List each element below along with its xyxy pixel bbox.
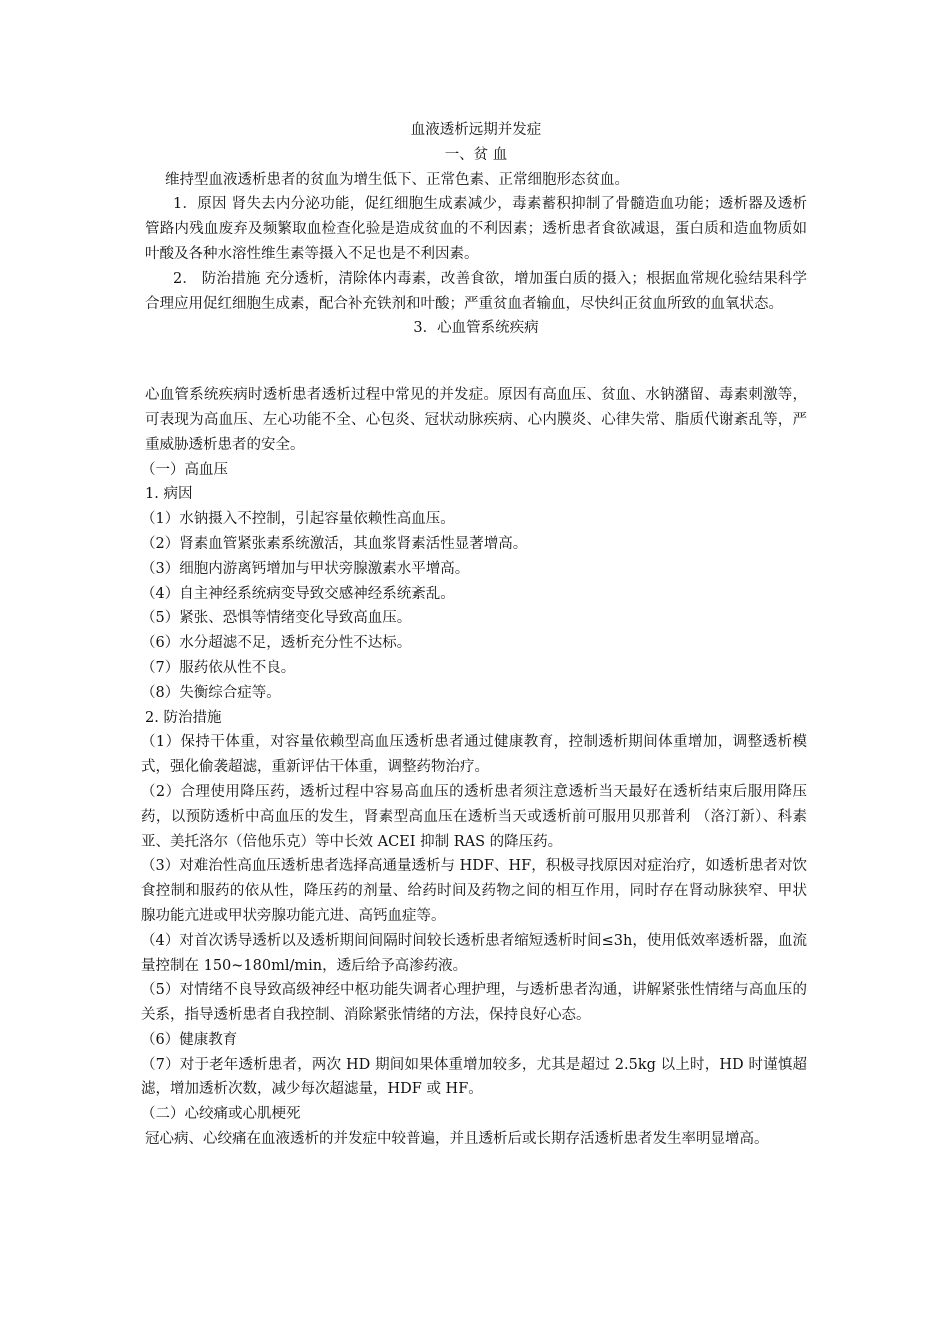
section-heading-cardiovascular: 3．心血管系统疾病	[413, 320, 539, 337]
list-item: （6）健康教育	[141, 1031, 238, 1048]
list-item: （2）肾素血管紧张素系统激活，其血浆肾素活性显著增高。	[141, 535, 528, 552]
spacer	[145, 341, 807, 383]
subheading-measures: 2. 防治措施	[145, 709, 222, 726]
list-item: （7）服药依从性不良。	[141, 659, 296, 676]
list-item: （3）对难治性高血压透析患者选择高通量透析与 HDF、HF，积极寻找原因对症治疗，如透析患者对饮食控制和服药的依从性，降压药的剂量、给药时间及药物之间的相互作用，同时存在肾动脉狭窄、甲状腺功能亢进或甲状旁腺功能亢进、高钙血症等。	[141, 858, 807, 924]
subheading-hypertension: （一）高血压	[141, 461, 228, 478]
document-page	[141, 118, 807, 1152]
paragraph-cardiovascular-intro: 心血管系统疾病时透析患者透析过程中常见的并发症。原因有高血压、贫血、水钠潴留、毒素刺激等，可表现为高血压、左心功能不全、心包炎、冠状动脉疾病、心内膜炎、心律失常、脂质代谢紊乱等，严重威胁透析患者的安全。	[145, 387, 807, 453]
subheading-causes: 1. 病因	[145, 486, 193, 503]
paragraph-angina: 冠心病、心绞痛在血液透析的并发症中较普遍，并且透析后或长期存活透析患者发生率明显增高。	[145, 1131, 769, 1148]
document-title: 血液透析远期并发症	[410, 122, 542, 138]
list-item: （5）对情绪不良导致高级神经中枢功能失调者心理护理，与透析患者沟通，讲解紧张性情绪与高血压的关系，指导透析患者自我控制、消除紧张情绪的方法，保持良好心态。	[141, 982, 807, 1024]
section-heading-anemia: 一、贫 血	[444, 146, 508, 163]
list-item: （1）水钠摄入不控制，引起容量依赖性高血压。	[141, 511, 455, 528]
list-item: （2）合理使用降压药，透析过程中容易高血压的透析患者须注意透析当天最好在透析结束后服用降压药，以预防透析中高血压的发生，肾素型高血压在透析当天或透析前可服用贝那普利 （洛汀新）、科素亚、美托洛尔（倍他乐克）等中长效 ACEI 抑制 RAS 的降压药。	[141, 783, 807, 850]
list-item: （8）失衡综合症等。	[141, 684, 281, 701]
list-item: （4）自主神经系统病变导致交感神经系统紊乱。	[141, 585, 455, 602]
list-item: （6）水分超滤不足，透析充分性不达标。	[141, 635, 412, 652]
list-item: （7）对于老年透析患者，两次 HD 期间如果体重增加较多，尤其是超过 2.5kg 以上时，HD 时谨慎超滤，增加透析次数，减少每次超滤量，HDF 或 HF。	[141, 1056, 807, 1098]
list-item: （1）保持干体重，对容量依赖型高血压透析患者通过健康教育，控制透析期间体重增加，调整透析模式，强化偷袭超滤，重新评估干体重，调整药物治疗。	[141, 734, 807, 776]
paragraph-anemia-intro: 维持型血液透析患者的贫血为增生低下、正常色素、正常细胞形态贫血。	[165, 171, 629, 188]
subheading-angina: （二）心绞痛或心肌梗死	[141, 1106, 301, 1123]
list-item: （4）对首次诱导透析以及透析期间间隔时间较长透析患者缩短透析时间≤3h，使用低效率透析器，血流量控制在 150~180ml/min，透后给予高渗药液。	[141, 932, 807, 974]
list-item: （5）紧张、恐惧等情绪变化导致高血压。	[141, 610, 412, 627]
paragraph-anemia-prevention: 2． 防治措施 充分透析，清除体内毒素，改善食欲，增加蛋白质的摄入；根据血常规化验结果科学合理应用促红细胞生成素，配合补充铁剂和叶酸；严重贫血者输血，尽快纠正贫血所致的血氧状态。	[145, 270, 807, 312]
paragraph-anemia-cause: 1．原因 肾失去内分泌功能，促红细胞生成素减少，毒素蓄积抑制了骨髓造血功能；透析器及透析管路内残血废弃及频繁取血检查化验是造成贫血的不利因素；透析患者食欲减退，蛋白质和造血物质如叶酸及各种水溶性维生素等摄入不足也是不利因素。	[145, 196, 807, 262]
list-item: （3）细胞内游离钙增加与甲状旁腺激素水平增高。	[141, 560, 470, 577]
